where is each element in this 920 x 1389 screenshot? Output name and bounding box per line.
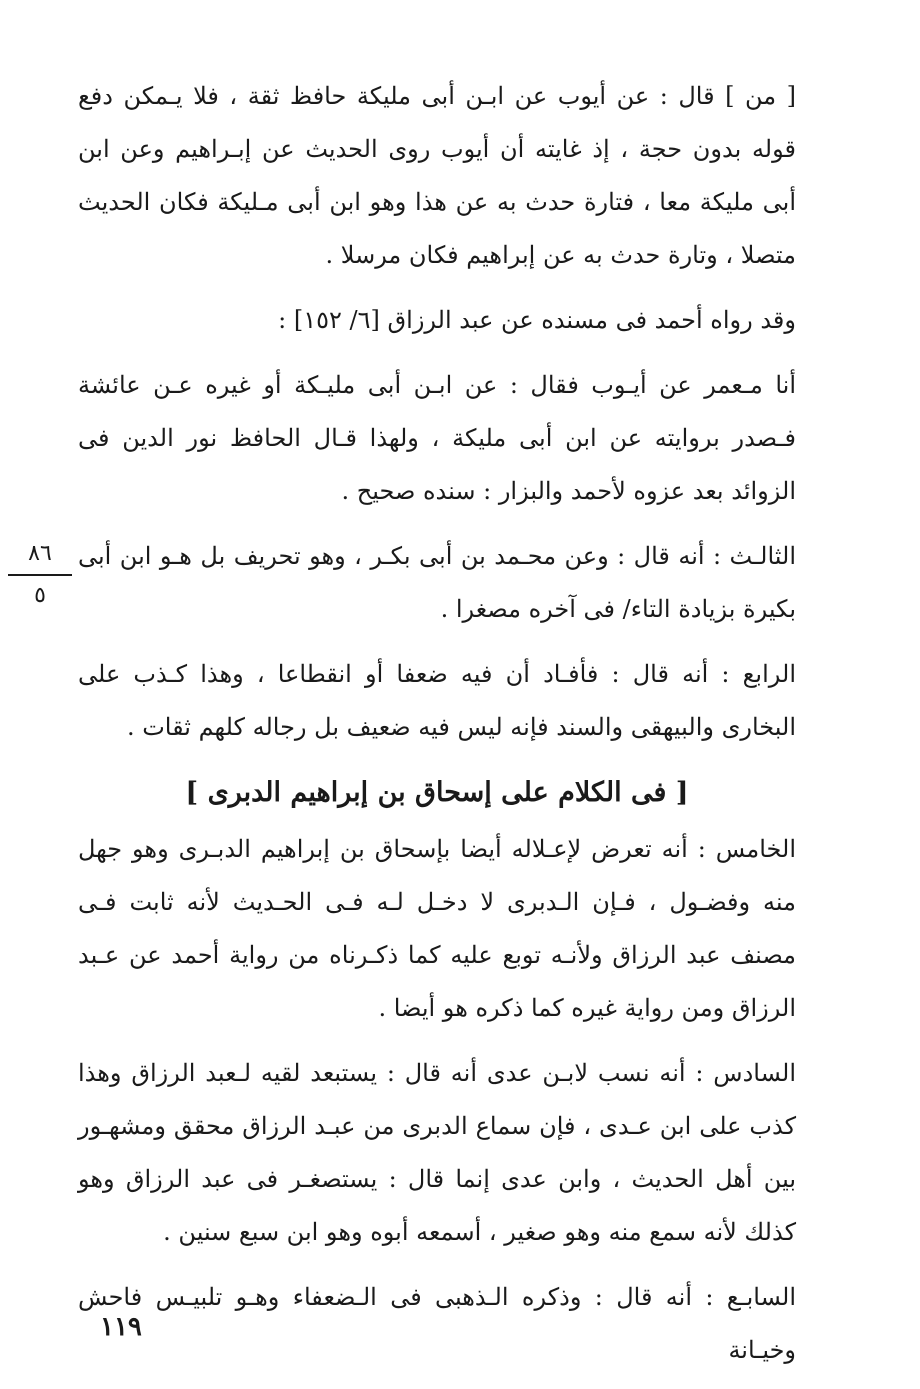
paragraph-7-sixth: السادس : أنه نسب لابـن عدى أنه قال : يستبعد لقيه لـعبد الرزاق وهذا كذب على ابن عـدى ، فإن سماع الدبرى من عبـد الرزاق محقق ومشهـور بين أهل الحديث ، وابن عدى إنما قال : يستصغـر فى عبد الرزاق وهو كذلك لأنه سمع منه وهو صغير ، أسمعه أبوه وهو ابن سبع سنين .	[78, 1059, 797, 1246]
paragraph-1: [ من ] قال : عن أيوب عن ابـن أبى مليكة حافظ ثقة ، فلا يـمكن دفع قوله بدون حجة ، إذ غايته أن أيوب روى الحديث عن إبـراهيم وعن ابن أبى مليكة معا ، فتارة حدث به عن هذا وهو ابن أبى مـليكة فكان الحديث متصلا ، وتارة حدث به عن إبراهيم فكان مرسلا .	[78, 82, 796, 269]
margin-reference-bottom: ٥	[34, 583, 46, 608]
section-heading: [ فى الكلام على إسحاق بن إبراهيم الدبرى ]	[185, 777, 689, 808]
margin-reference	[8, 540, 72, 610]
paragraph-2: وقد رواه أحمد فى مسنده عن عبد الرزاق [٦/ ١٥٢] :	[278, 306, 796, 334]
paragraph-8-seventh: السابـع : أنه قال : وذكره الـذهبى فى الـضعفاء وهـو تلبيـس فاحش وخيـانة	[78, 1283, 796, 1364]
page-number: ١١٩	[100, 1312, 142, 1342]
paragraph-6-fifth: الخامس : أنه تعرض لإعـلاله أيضا بإسحاق بن إبراهيم الدبـرى وهو جهل منه وفضـول ، فـإن الـدبرى لا دخـل لـه فـى الحـديث لأنه ثابت فـى مصنف عبد الرزاق ولأنـه توبع عليه كما ذكـرناه من رواية أحمد عن عـبد الرزاق ومن رواية غيره كما ذكره هو أيضا .	[78, 835, 797, 1022]
paragraph-5-fourth: الرابع : أنه قال : فأفـاد أن فيه ضعفا أو انقطاعا ، وهذا كـذب على البخارى والبيهقى والسند فإنه ليس فيه ضعيف بل رجاله كلهم ثقات .	[78, 660, 796, 741]
margin-reference-divider	[8, 574, 72, 576]
margin-reference-top: ٨٦	[28, 541, 52, 566]
paragraph-4-third: الثالـث : أنه قال : وعن محـمد بن أبى بكـر ، وهو تحريف بل هـو ابن أبى بكيرة بزيادة التاء/ فى آخره مصغرا .	[78, 542, 796, 623]
paragraph-3: أنا مـعمر عن أيـوب فقال : عن ابـن أبى مليـكة أو غيره عـن عائشة فـصدر بروايته عن ابن أبى مليكة ، ولهذا قـال الحافظ نور الدين فى الزوائد بعد عزوه لأحمد والبزار : سنده صحيح .	[78, 371, 796, 505]
main-text-column	[78, 70, 796, 1389]
